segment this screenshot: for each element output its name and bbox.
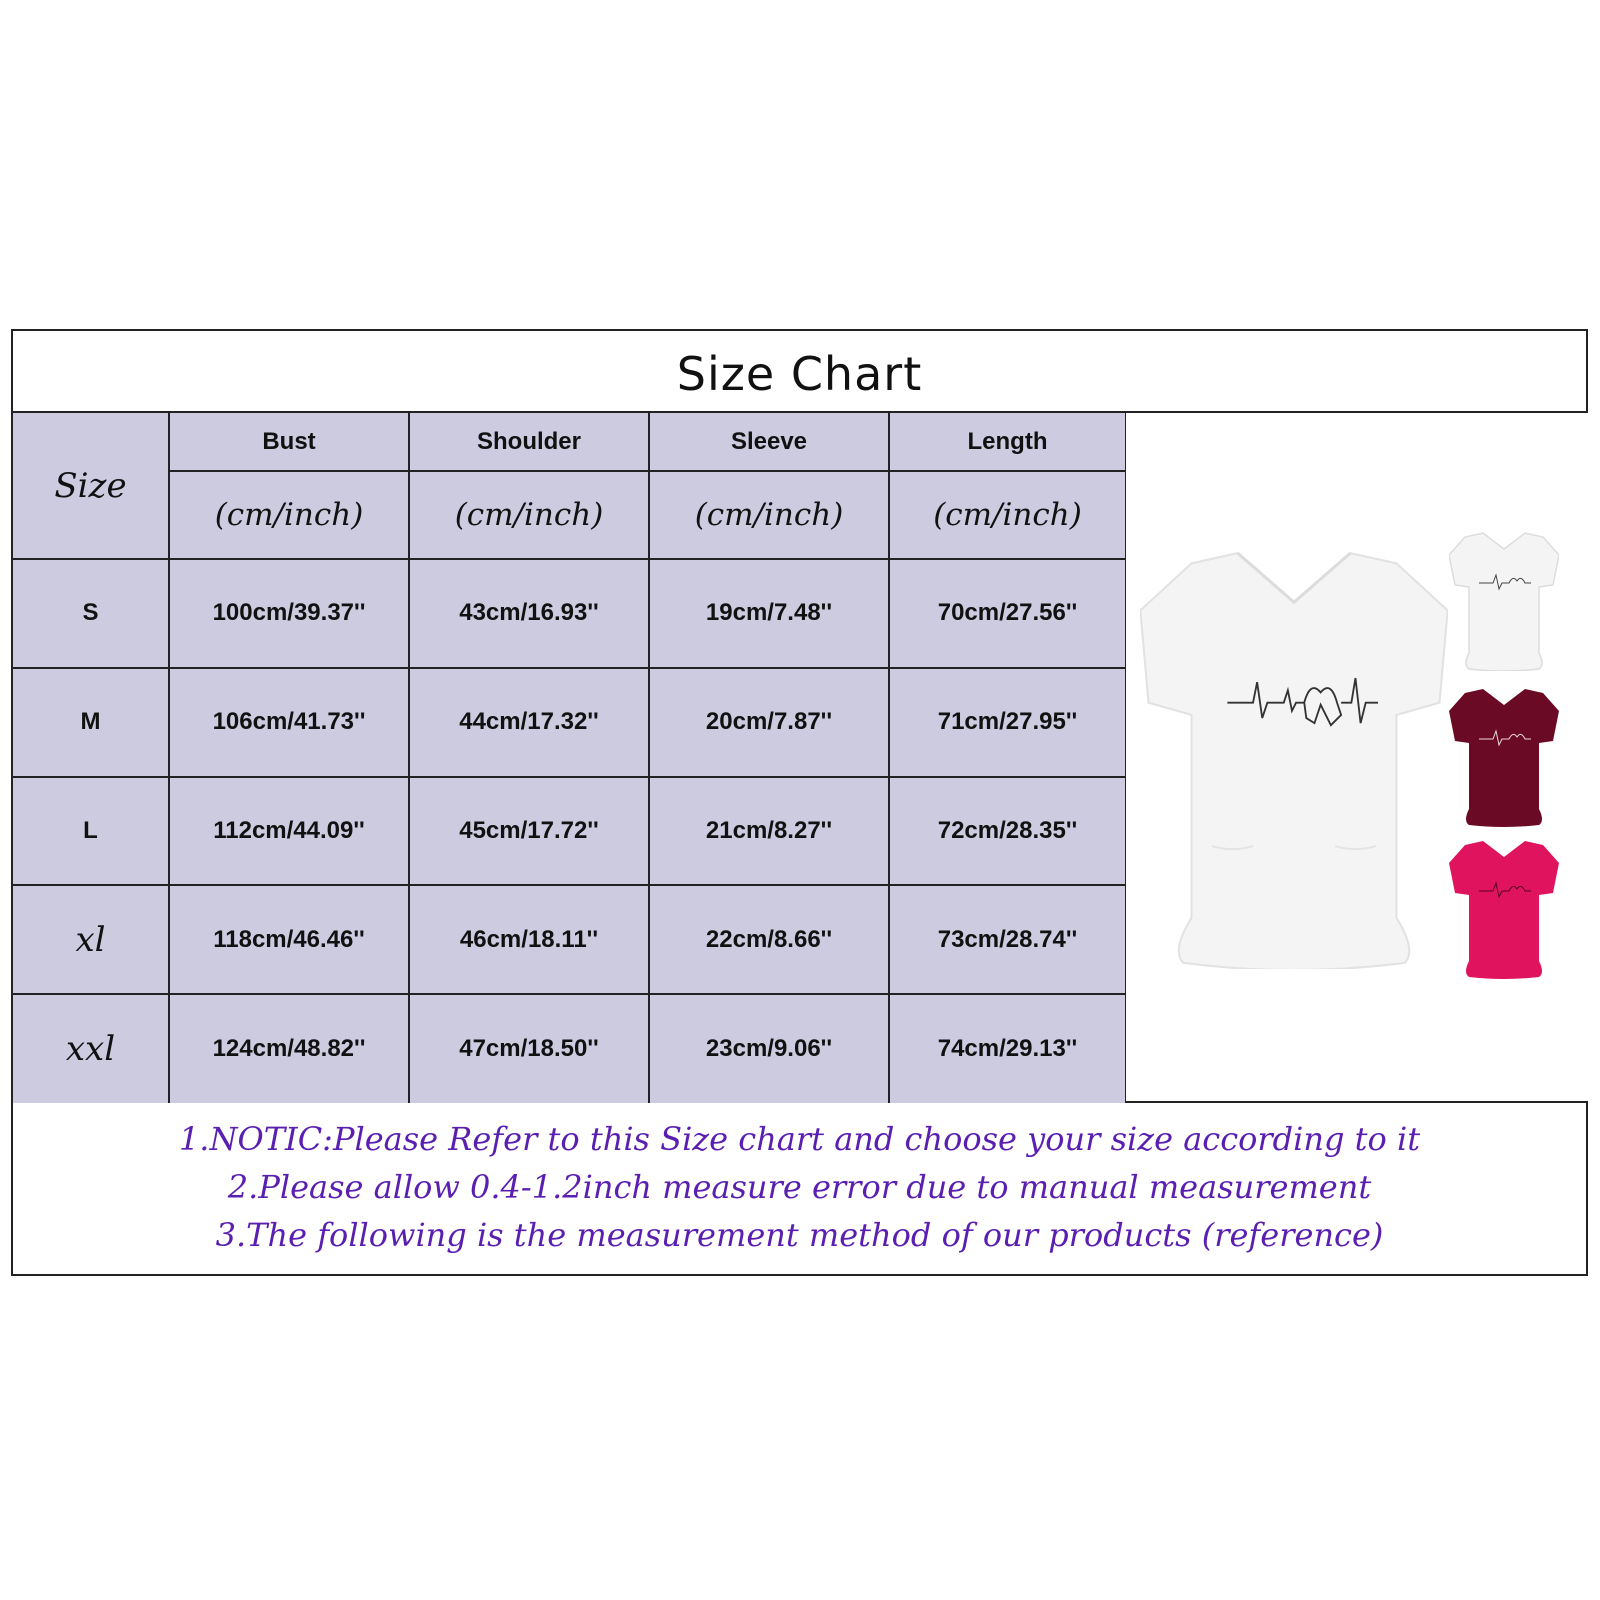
table-cell: 106cm/41.73'' [169,668,409,777]
size-label: M [13,668,169,777]
unit-label: (cm/inch) [889,471,1126,559]
size-label: xl [13,885,169,994]
notes-section [13,1103,1586,1276]
note-line: 1.NOTIC:Please Refer to this Size chart and choose your size according to it [178,1120,1421,1158]
table-row [13,994,1126,1103]
table-cell: 73cm/28.74'' [889,885,1126,994]
table-row [13,885,1126,994]
table-cell: 72cm/28.35'' [889,777,1126,886]
table-row [13,559,1126,668]
table-cell: 118cm/46.46'' [169,885,409,994]
table-cell: 74cm/29.13'' [889,994,1126,1103]
table-cell: 47cm/18.50'' [409,994,649,1103]
unit-row [13,471,1126,559]
table-row [13,777,1126,886]
table-cell: 45cm/17.72'' [409,777,649,886]
size-label: L [13,777,169,886]
table-cell: 19cm/7.48'' [649,559,889,668]
size-label: xxl [13,994,169,1103]
column-header-length: Length [889,413,1126,471]
table-cell: 46cm/18.11'' [409,885,649,994]
table-cell: 20cm/7.87'' [649,668,889,777]
table-cell: 43cm/16.93'' [409,559,649,668]
table-cell: 21cm/8.27'' [649,777,889,886]
size-chart [11,329,1588,1276]
size-column-header: Size [13,413,169,559]
table-cell: 23cm/9.06'' [649,994,889,1103]
unit-label: (cm/inch) [169,471,409,559]
table-cell: 124cm/48.82'' [169,994,409,1103]
table-cell: 71cm/27.95'' [889,668,1126,777]
table-cell: 100cm/39.37'' [169,559,409,668]
table-row [13,668,1126,777]
title-bar [13,331,1586,413]
table-cell: 112cm/44.09'' [169,777,409,886]
table-cell: 70cm/27.56'' [889,559,1126,668]
column-header-bust: Bust [169,413,409,471]
note-line: 2.Please allow 0.4-1.2inch measure error due to manual measurement [227,1168,1372,1206]
column-header-sleeve: Sleeve [649,413,889,471]
unit-label: (cm/inch) [409,471,649,559]
unit-label: (cm/inch) [649,471,889,559]
note-line: 3.The following is the measurement method of our products (reference) [215,1216,1384,1254]
table-cell: 44cm/17.32'' [409,668,649,777]
table-cell: 22cm/8.66'' [649,885,889,994]
size-table [13,413,1127,1103]
wine-shirt-icon [1449,687,1559,827]
column-header-shoulder: Shoulder [409,413,649,471]
white-shirt-large-icon [1140,549,1448,969]
header-row [13,413,1126,471]
white-shirt-icon [1449,531,1559,671]
rose-shirt-icon [1449,839,1559,979]
chart-title: Size Chart [676,347,923,401]
size-label: S [13,559,169,668]
product-images [1126,413,1588,1103]
